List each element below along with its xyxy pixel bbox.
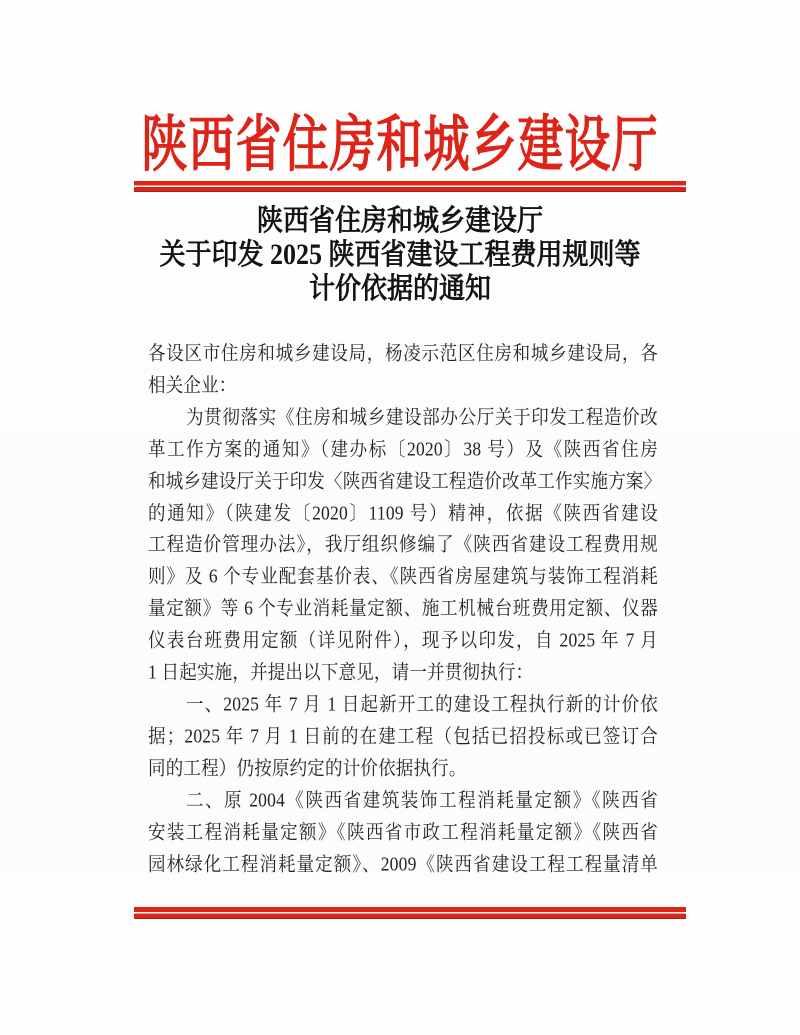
letterhead-divider — [134, 181, 686, 192]
document-title-line: 陕西省住房和城乡建设厅 — [256, 204, 543, 237]
document-title — [0, 204, 800, 306]
body-line: 1 日起实施，并提出以下意见，请一并贯彻执行： — [148, 660, 534, 684]
body-line: 同的工程）仍按原约定的计价依据执行。 — [148, 756, 467, 779]
body-line: 安装工程消耗量定额》《陕西省市政工程消耗量定额》《陕西省 — [148, 820, 658, 843]
body-line: 工程造价管理办法》，我厅组织修编了《陕西省建设工程费用规 — [148, 533, 658, 556]
body-line: 和城乡建设厅关于印发〈陕西省建设工程造价改革工作实施方案〉 — [148, 469, 662, 492]
body-line: 量定额》等 6 个专业消耗量定额、施工机械台班费用定额、仪器 — [148, 596, 658, 620]
body-line: 相关企业： — [148, 373, 237, 396]
body-line: 各设区市住房和城乡建设局，杨凌示范区住房和城乡建设局，各 — [148, 341, 658, 365]
body-line: 为贯彻落实《住房和城乡建设部办公厅关于印发工程造价改 — [186, 405, 658, 428]
body-line: 据；2025 年 7 月 1 日前的在建工程（包括已招投标或已签订合 — [148, 724, 658, 747]
body-line: 则》及 6 个专业配套基价表、《陕西省房屋建筑与装饰工程消耗 — [148, 565, 658, 588]
letterhead-org-name: 陕西省住房和城乡建设厅 — [141, 110, 659, 178]
body-line: 革工作方案的通知》（建办标〔2020〕38 号）及《陕西省住房 — [148, 437, 658, 460]
footer-divider — [134, 907, 686, 919]
document-body — [148, 338, 662, 880]
body-line: 仪表台班费用定额（详见附件），现予以印发，自 2025 年 7 月 — [148, 628, 658, 652]
body-line: 二、原 2004《陕西省建筑装饰工程消耗量定额》《陕西省 — [186, 788, 658, 811]
body-line: 的通知》（陕建发〔2020〕1109 号）精神，依据《陕西省建设 — [148, 501, 658, 524]
document-title-line: 计价依据的通知 — [308, 272, 491, 305]
body-line: 园林绿化工程消耗量定额》、2009《陕西省建设工程工程量清单 — [148, 852, 658, 875]
document-title-line: 关于印发 2025 陕西省建设工程费用规则等 — [159, 238, 641, 271]
body-line: 一、2025 年 7 月 1 日起新开工的建设工程执行新的计价依 — [186, 692, 658, 716]
